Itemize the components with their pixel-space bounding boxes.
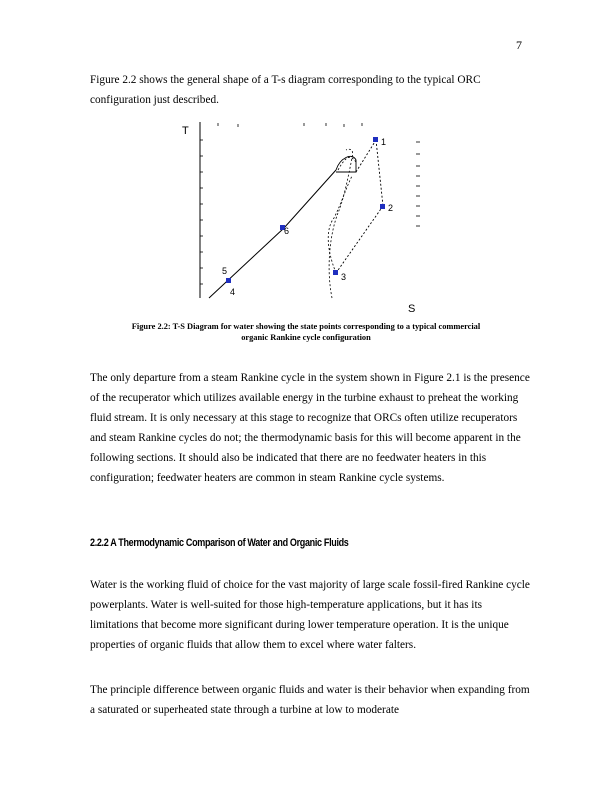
- paragraph-organic: The principle difference between organic fluids and water is their behavior when expanding from a saturated or superheated state through a turbine at low to moderate: [90, 684, 530, 716]
- figure-caption-line-2: organic Rankine cycle configuration: [241, 333, 371, 342]
- paragraph-recuperator: The only departure from a steam Rankine cycle in the system shown in Figure 2.1 is the presence of the recuperator which utilizes available energy in the turbine exhaust to preheat the working fluid stream. It is only necessary at this stage to recognize that ORCs often utilize recuperators and steam Rankine cycles do not; the thermodynamic basis for this will become apparent in the following sections. It should also be indicated that there are no feedwater heaters in this configuration; feedwater heaters are common in steam Rankine cycle systems.: [90, 372, 530, 484]
- recuperator-line: [336, 206, 383, 273]
- state-point-1: [373, 137, 378, 142]
- expansion-line: [376, 140, 383, 206]
- point-label-3: 3: [341, 272, 347, 282]
- state-point-2: [380, 204, 385, 209]
- point-label-1: 1: [381, 137, 387, 147]
- point-label-5: 5: [222, 266, 228, 276]
- state-point-4-5: [226, 278, 231, 283]
- condensing-line: [328, 176, 352, 273]
- x-axis-label: S: [408, 303, 416, 315]
- point-label-4: 4: [230, 287, 236, 297]
- paragraph-water: Water is the working fluid of choice for the vast majority of large scale fossil-fired Rankine cycle powerplants. Water is well-suited for those high-temperature applications, but it has its limitations that become more significant during lower temperature operation. It is the unique properties of organic fluids that allow them to excel where water falters.: [90, 579, 530, 651]
- right-ticks: [416, 142, 420, 226]
- figure-caption-line-1: Figure 2.2: T-S Diagram for water showing the state points corresponding to a typical commercial: [131, 322, 481, 331]
- ts-diagram-figure: [176, 118, 436, 318]
- superheat-line: [356, 140, 376, 172]
- page-number: 7: [516, 38, 522, 52]
- state-point-3: [333, 270, 338, 275]
- point-label-6: 6: [284, 226, 290, 236]
- section-heading: 2.2.2 A Thermodynamic Comparison of Water and Organic Fluids: [90, 537, 349, 549]
- figure-caption: [90, 321, 522, 343]
- point-label-2: 2: [388, 203, 394, 213]
- y-axis-label: T: [182, 125, 189, 137]
- ts-diagram: [176, 118, 436, 318]
- top-ticks: [218, 123, 362, 127]
- paragraph-intro: Figure 2.2 shows the general shape of a T-s diagram corresponding to the typical ORC configuration just described.: [90, 74, 481, 106]
